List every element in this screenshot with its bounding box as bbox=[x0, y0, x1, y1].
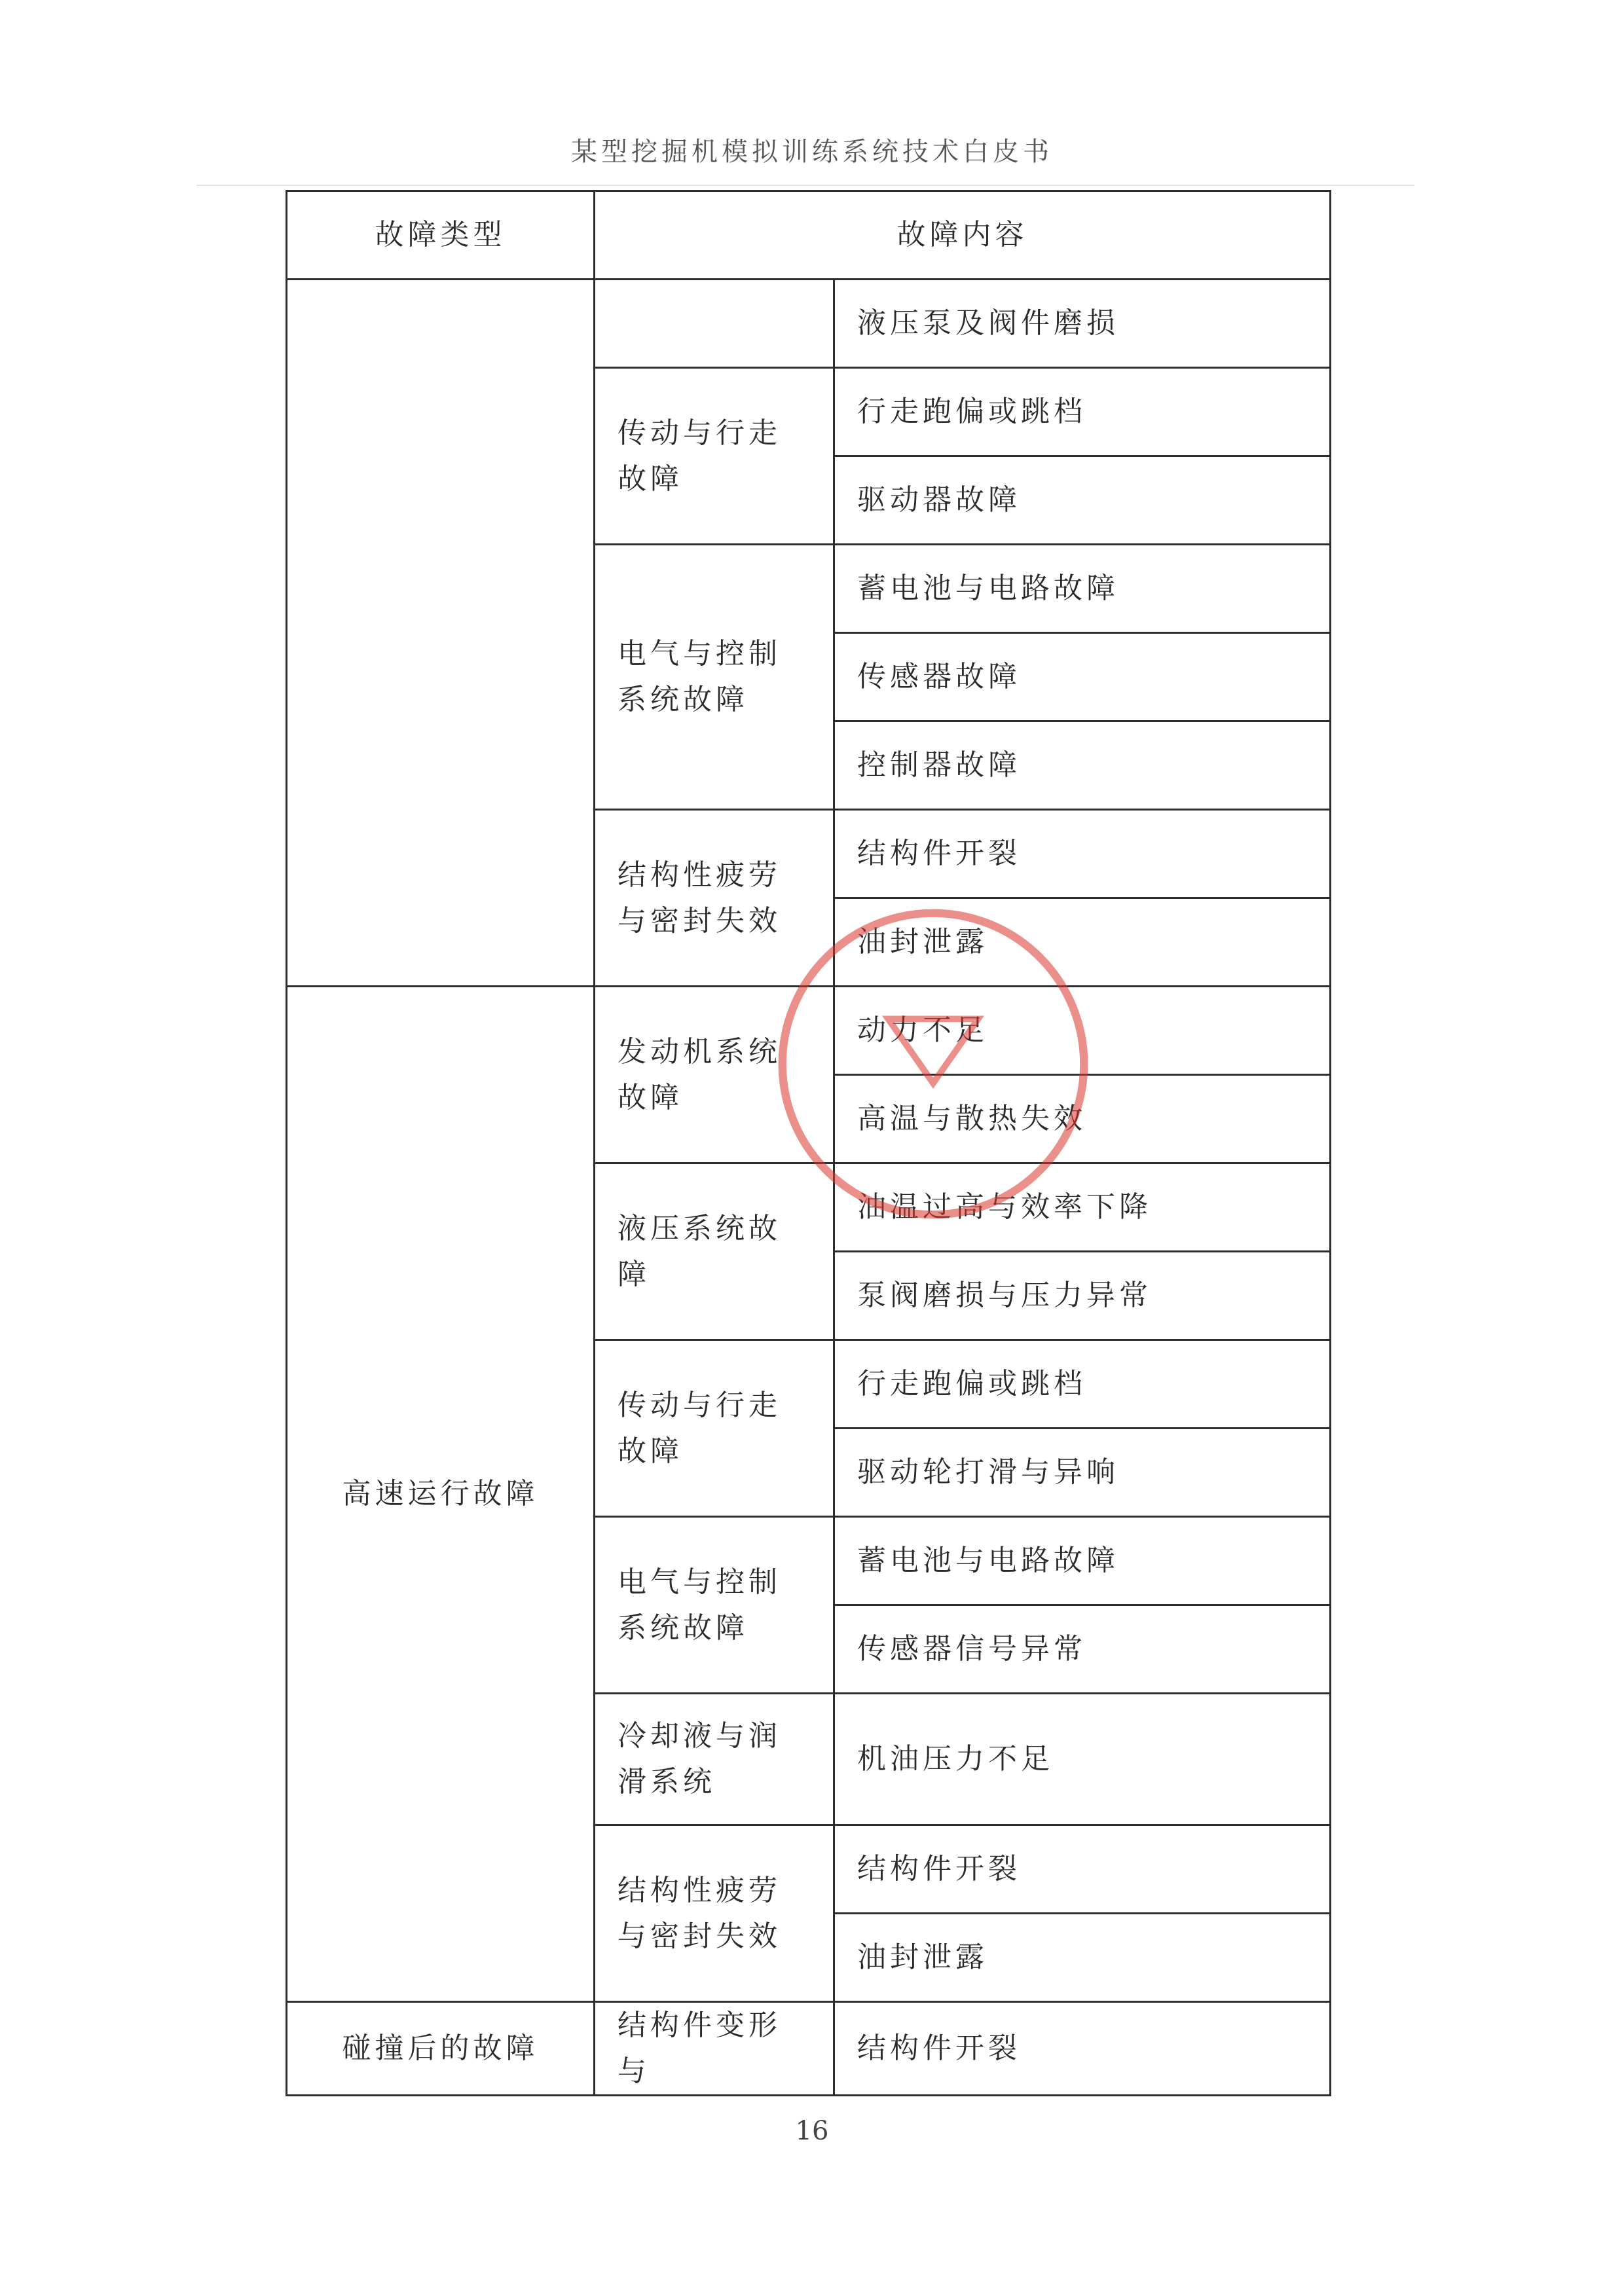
subsystem-cell: 液压系统故障 bbox=[595, 1163, 834, 1340]
subsystem-cell: 传动与行走故障 bbox=[595, 1340, 834, 1517]
page-header-title: 某型挖掘机模拟训练系统技术白皮书 bbox=[571, 137, 1053, 167]
fault-item-cell: 液压泵及阀件磨损 bbox=[834, 280, 1331, 368]
subsystem-cell: 传动与行走故障 bbox=[595, 368, 834, 545]
subsystem-cell: 冷却液与润滑系统 bbox=[595, 1694, 834, 1825]
table-row bbox=[287, 987, 1331, 1075]
fault-item-cell: 驱动器故障 bbox=[834, 456, 1331, 545]
fault-table bbox=[286, 190, 1331, 2096]
table-header-row bbox=[287, 191, 1331, 280]
table-row bbox=[287, 280, 1331, 368]
subsystem-cell: 结构性疲劳与密封失效 bbox=[595, 810, 834, 987]
subsystem-cell: 电气与控制系统故障 bbox=[595, 545, 834, 810]
fault-item-cell: 驱动轮打滑与异响 bbox=[834, 1429, 1331, 1517]
fault-item-cell: 油封泄露 bbox=[834, 1914, 1331, 2002]
header-divider bbox=[196, 185, 1414, 186]
subsystem-cell: 发动机系统故障 bbox=[595, 987, 834, 1163]
subsystem-cell: 结构性疲劳与密封失效 bbox=[595, 1825, 834, 2002]
subsystem-cell: 电气与控制系统故障 bbox=[595, 1517, 834, 1694]
subsystem-cell: 结构件变形与 bbox=[595, 2002, 834, 2096]
fault-item-cell: 油温过高与效率下降 bbox=[834, 1163, 1331, 1252]
fault-item-cell: 结构件开裂 bbox=[834, 810, 1331, 898]
fault-item-cell: 蓄电池与电路故障 bbox=[834, 1517, 1331, 1605]
fault-table-body bbox=[287, 191, 1331, 2096]
fault-item-cell: 蓄电池与电路故障 bbox=[834, 545, 1331, 633]
fault-item-cell: 油封泄露 bbox=[834, 898, 1331, 987]
fault-item-cell: 结构件开裂 bbox=[834, 2002, 1331, 2096]
fault-type-cell: 碰撞后的故障 bbox=[287, 2002, 595, 2096]
fault-type-cell: 高速运行故障 bbox=[287, 987, 595, 2002]
fault-item-cell: 高温与散热失效 bbox=[834, 1075, 1331, 1163]
fault-item-cell: 行走跑偏或跳档 bbox=[834, 1340, 1331, 1429]
fault-item-cell: 结构件开裂 bbox=[834, 1825, 1331, 1914]
fault-item-cell: 泵阀磨损与压力异常 bbox=[834, 1252, 1331, 1340]
subsystem-cell bbox=[595, 280, 834, 368]
table-row bbox=[287, 2002, 1331, 2096]
page-number: 16 bbox=[795, 2116, 829, 2146]
fault-item-cell: 动力不足 bbox=[834, 987, 1331, 1075]
fault-item-cell: 传感器信号异常 bbox=[834, 1605, 1331, 1694]
fault-item-cell: 机油压力不足 bbox=[834, 1694, 1331, 1825]
fault-item-cell: 传感器故障 bbox=[834, 633, 1331, 721]
fault-item-cell: 控制器故障 bbox=[834, 721, 1331, 810]
fault-item-cell: 行走跑偏或跳档 bbox=[834, 368, 1331, 456]
header-fault-content: 故障内容 bbox=[595, 191, 1331, 280]
fault-type-cell bbox=[287, 280, 595, 987]
header-fault-type: 故障类型 bbox=[287, 191, 595, 280]
